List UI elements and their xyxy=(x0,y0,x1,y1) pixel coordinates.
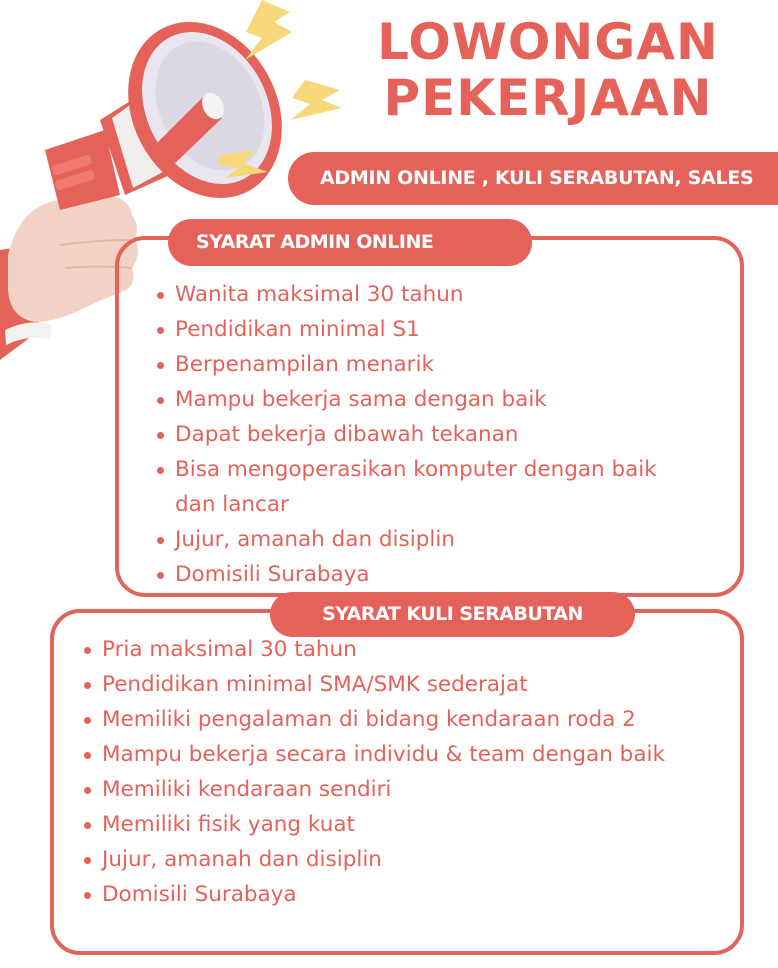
list-item: Domisili Surabaya xyxy=(155,557,695,592)
list-item: Wanita maksimal 30 tahun xyxy=(155,277,695,312)
section-heading-admin-online: SYARAT ADMIN ONLINE xyxy=(168,219,532,266)
list-item: Berpenampilan menarik xyxy=(155,347,695,382)
list-item: Pria maksimal 30 tahun xyxy=(82,632,722,667)
positions-banner: ADMIN ONLINE , KULI SERABUTAN, SALES xyxy=(288,152,778,205)
list-item: Domisili Surabaya xyxy=(82,877,722,912)
section-heading-kuli-serabutan: SYARAT KULI SERABUTAN xyxy=(270,592,635,637)
list-item: Mampu bekerja sama dengan baik xyxy=(155,382,695,417)
list-item: Memiliki fisik yang kuat xyxy=(82,807,722,842)
list-item: Bisa mengoperasikan komputer dengan baik dan lancar xyxy=(155,452,695,522)
list-item: Dapat bekerja dibawah tekanan xyxy=(155,417,695,452)
kuli-serabutan-requirements-list xyxy=(82,632,722,912)
list-item: Mampu bekerja secara individu & team dengan baik xyxy=(82,737,722,772)
list-item: Memiliki kendaraan sendiri xyxy=(82,772,722,807)
list-item: Pendidikan minimal SMA/SMK sederajat xyxy=(82,667,722,702)
title-line-2: PEKERJAAN xyxy=(383,69,713,127)
list-item: Jujur, amanah dan disiplin xyxy=(82,842,722,877)
admin-online-requirements-list xyxy=(155,277,695,592)
title-line-1: LOWONGAN xyxy=(377,13,719,71)
list-item: Jujur, amanah dan disiplin xyxy=(155,522,695,557)
page-title xyxy=(368,14,728,126)
list-item: Pendidikan minimal S1 xyxy=(155,312,695,347)
list-item: Memiliki pengalaman di bidang kendaraan roda 2 xyxy=(82,702,722,737)
